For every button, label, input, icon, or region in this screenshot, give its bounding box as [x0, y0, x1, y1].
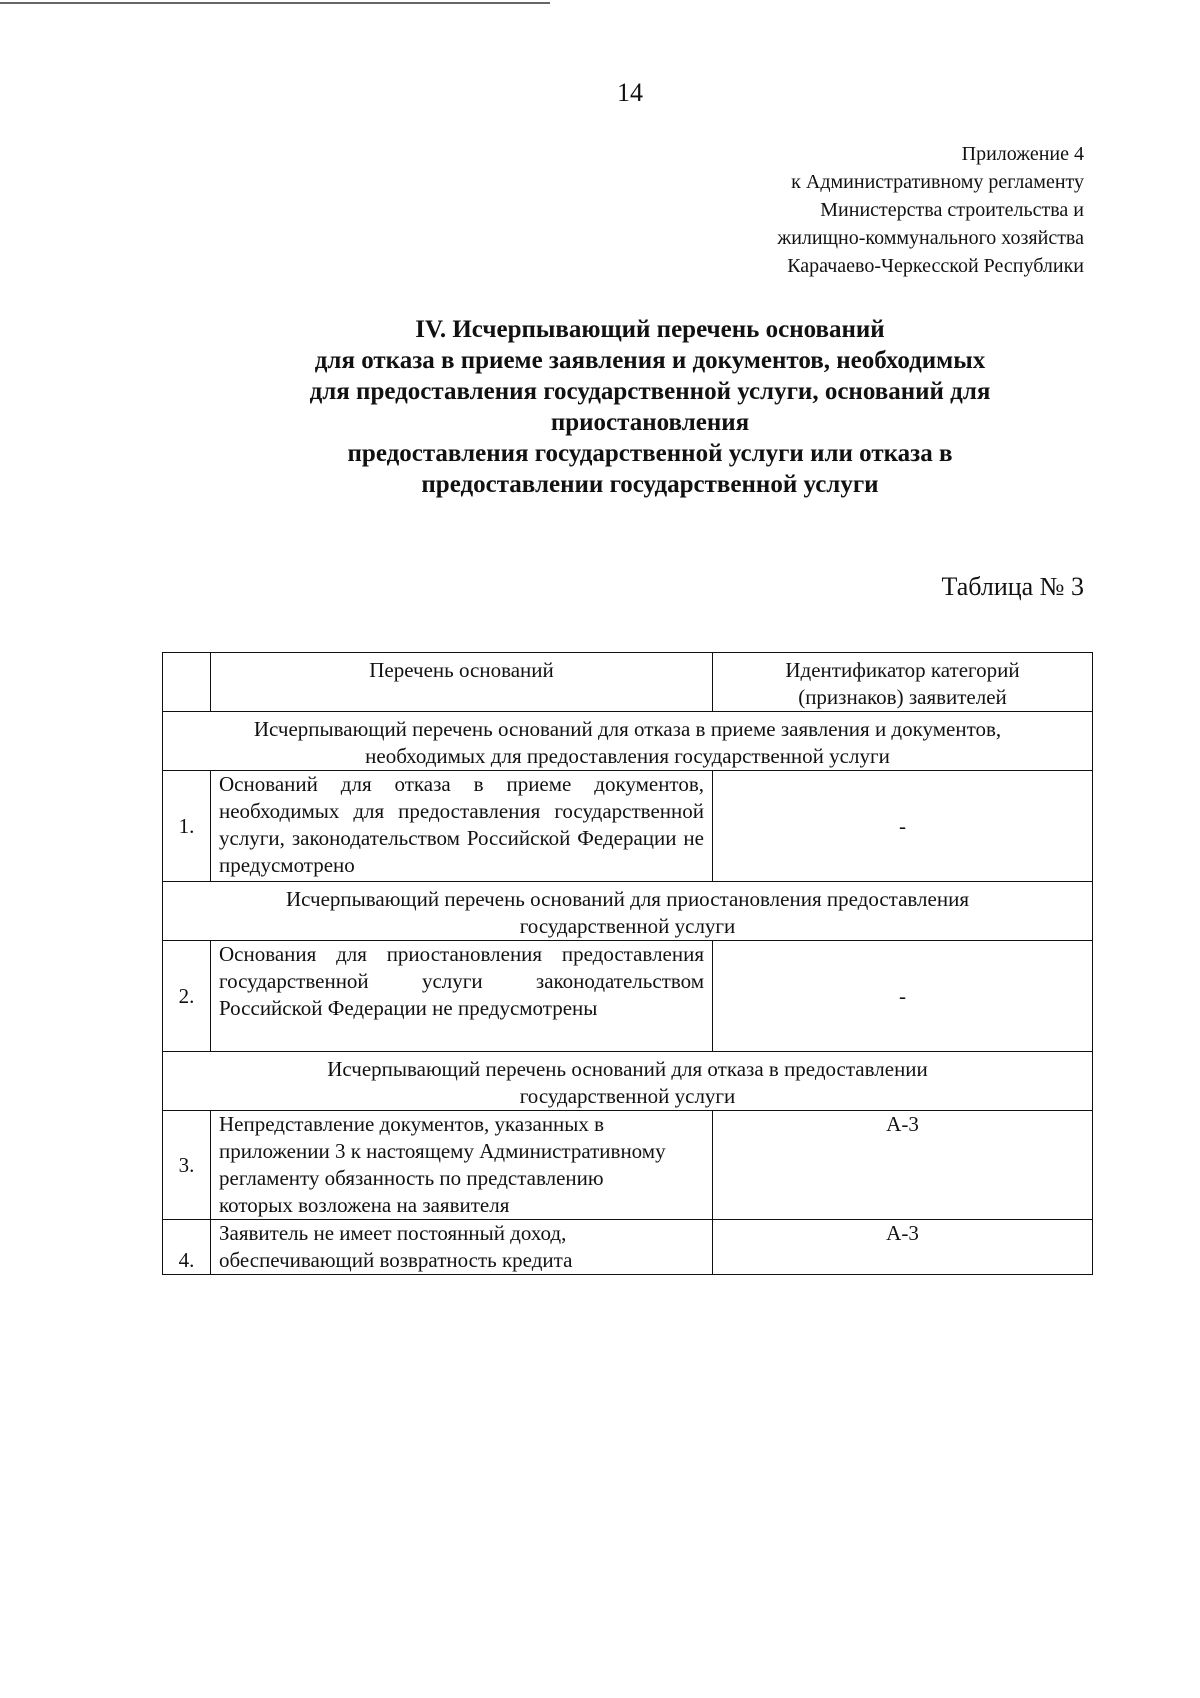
table-header-row	[163, 653, 1093, 712]
section-title	[250, 314, 1050, 500]
section-title-line: для предоставления государственной услуги, оснований для	[309, 378, 991, 405]
table-caption: Таблица № 3	[941, 572, 1084, 601]
section-heading: Исчерпывающий перечень оснований для отказа в предоставлении государственной услуги	[163, 1052, 1093, 1111]
row-number: 4.	[163, 1220, 211, 1275]
table-row	[163, 1220, 1093, 1275]
row-number: 1.	[163, 771, 211, 882]
header-identifier: Идентификатор категорий (признаков) заявителей	[713, 653, 1093, 712]
row-identifier: -	[713, 771, 1093, 882]
table-row	[163, 941, 1093, 1052]
appendix-line: жилищно-коммунального хозяйства	[777, 227, 1084, 249]
header-num	[163, 653, 211, 712]
section-row	[163, 1052, 1093, 1111]
section-title-line: предоставлении государственной услуги	[421, 471, 879, 498]
section-heading: Исчерпывающий перечень оснований для приостановления предоставления государственной услуги	[163, 882, 1093, 941]
row-identifier: А-3	[713, 1220, 1093, 1275]
table-row	[163, 1111, 1093, 1220]
section-heading: Исчерпывающий перечень оснований для отказа в приеме заявления и документов, необходимых для предоставления государственной услуги	[163, 712, 1093, 771]
page-number: 14	[617, 78, 643, 107]
header-grounds: Перечень оснований	[211, 653, 713, 712]
grounds-table	[162, 652, 1093, 1275]
row-number: 3.	[163, 1111, 211, 1220]
appendix-line: к Административному регламенту	[791, 171, 1084, 193]
row-grounds: Заявитель не имеет постоянный доход, обеспечивающий возвратность кредита	[211, 1220, 713, 1275]
row-grounds: Основания для приостановления предоставления государственной услуги законодательством Российской Федерации не предусмотрены	[211, 941, 713, 1052]
section-title-line: приостановления	[550, 409, 750, 436]
row-grounds: Непредставление документов, указанных в приложении 3 к настоящему Административному регламенту обязанность по представлению которых возложена на заявителя	[211, 1111, 713, 1220]
appendix-line: Карачаево-Черкесской Республики	[787, 255, 1084, 277]
section-row	[163, 882, 1093, 941]
row-identifier: А-3	[713, 1111, 1093, 1220]
appendix-line: Приложение 4	[961, 143, 1084, 165]
section-title-line: IV. Исчерпывающий перечень оснований	[415, 316, 885, 343]
appendix-line: Министерства строительства и	[820, 199, 1084, 221]
section-title-line: для отказа в приеме заявления и документов, необходимых	[314, 347, 986, 374]
row-identifier: -	[713, 941, 1093, 1052]
section-title-line: предоставления государственной услуги или отказа в	[347, 440, 953, 467]
scan-edge-line	[0, 2, 550, 4]
appendix-reference	[777, 140, 1084, 280]
row-number: 2.	[163, 941, 211, 1052]
row-grounds: Оснований для отказа в приеме документов, необходимых для предоставления государственной услуги, законодательством Российской Федерации не предусмотрено	[211, 771, 713, 882]
table-row	[163, 771, 1093, 882]
section-row	[163, 712, 1093, 771]
